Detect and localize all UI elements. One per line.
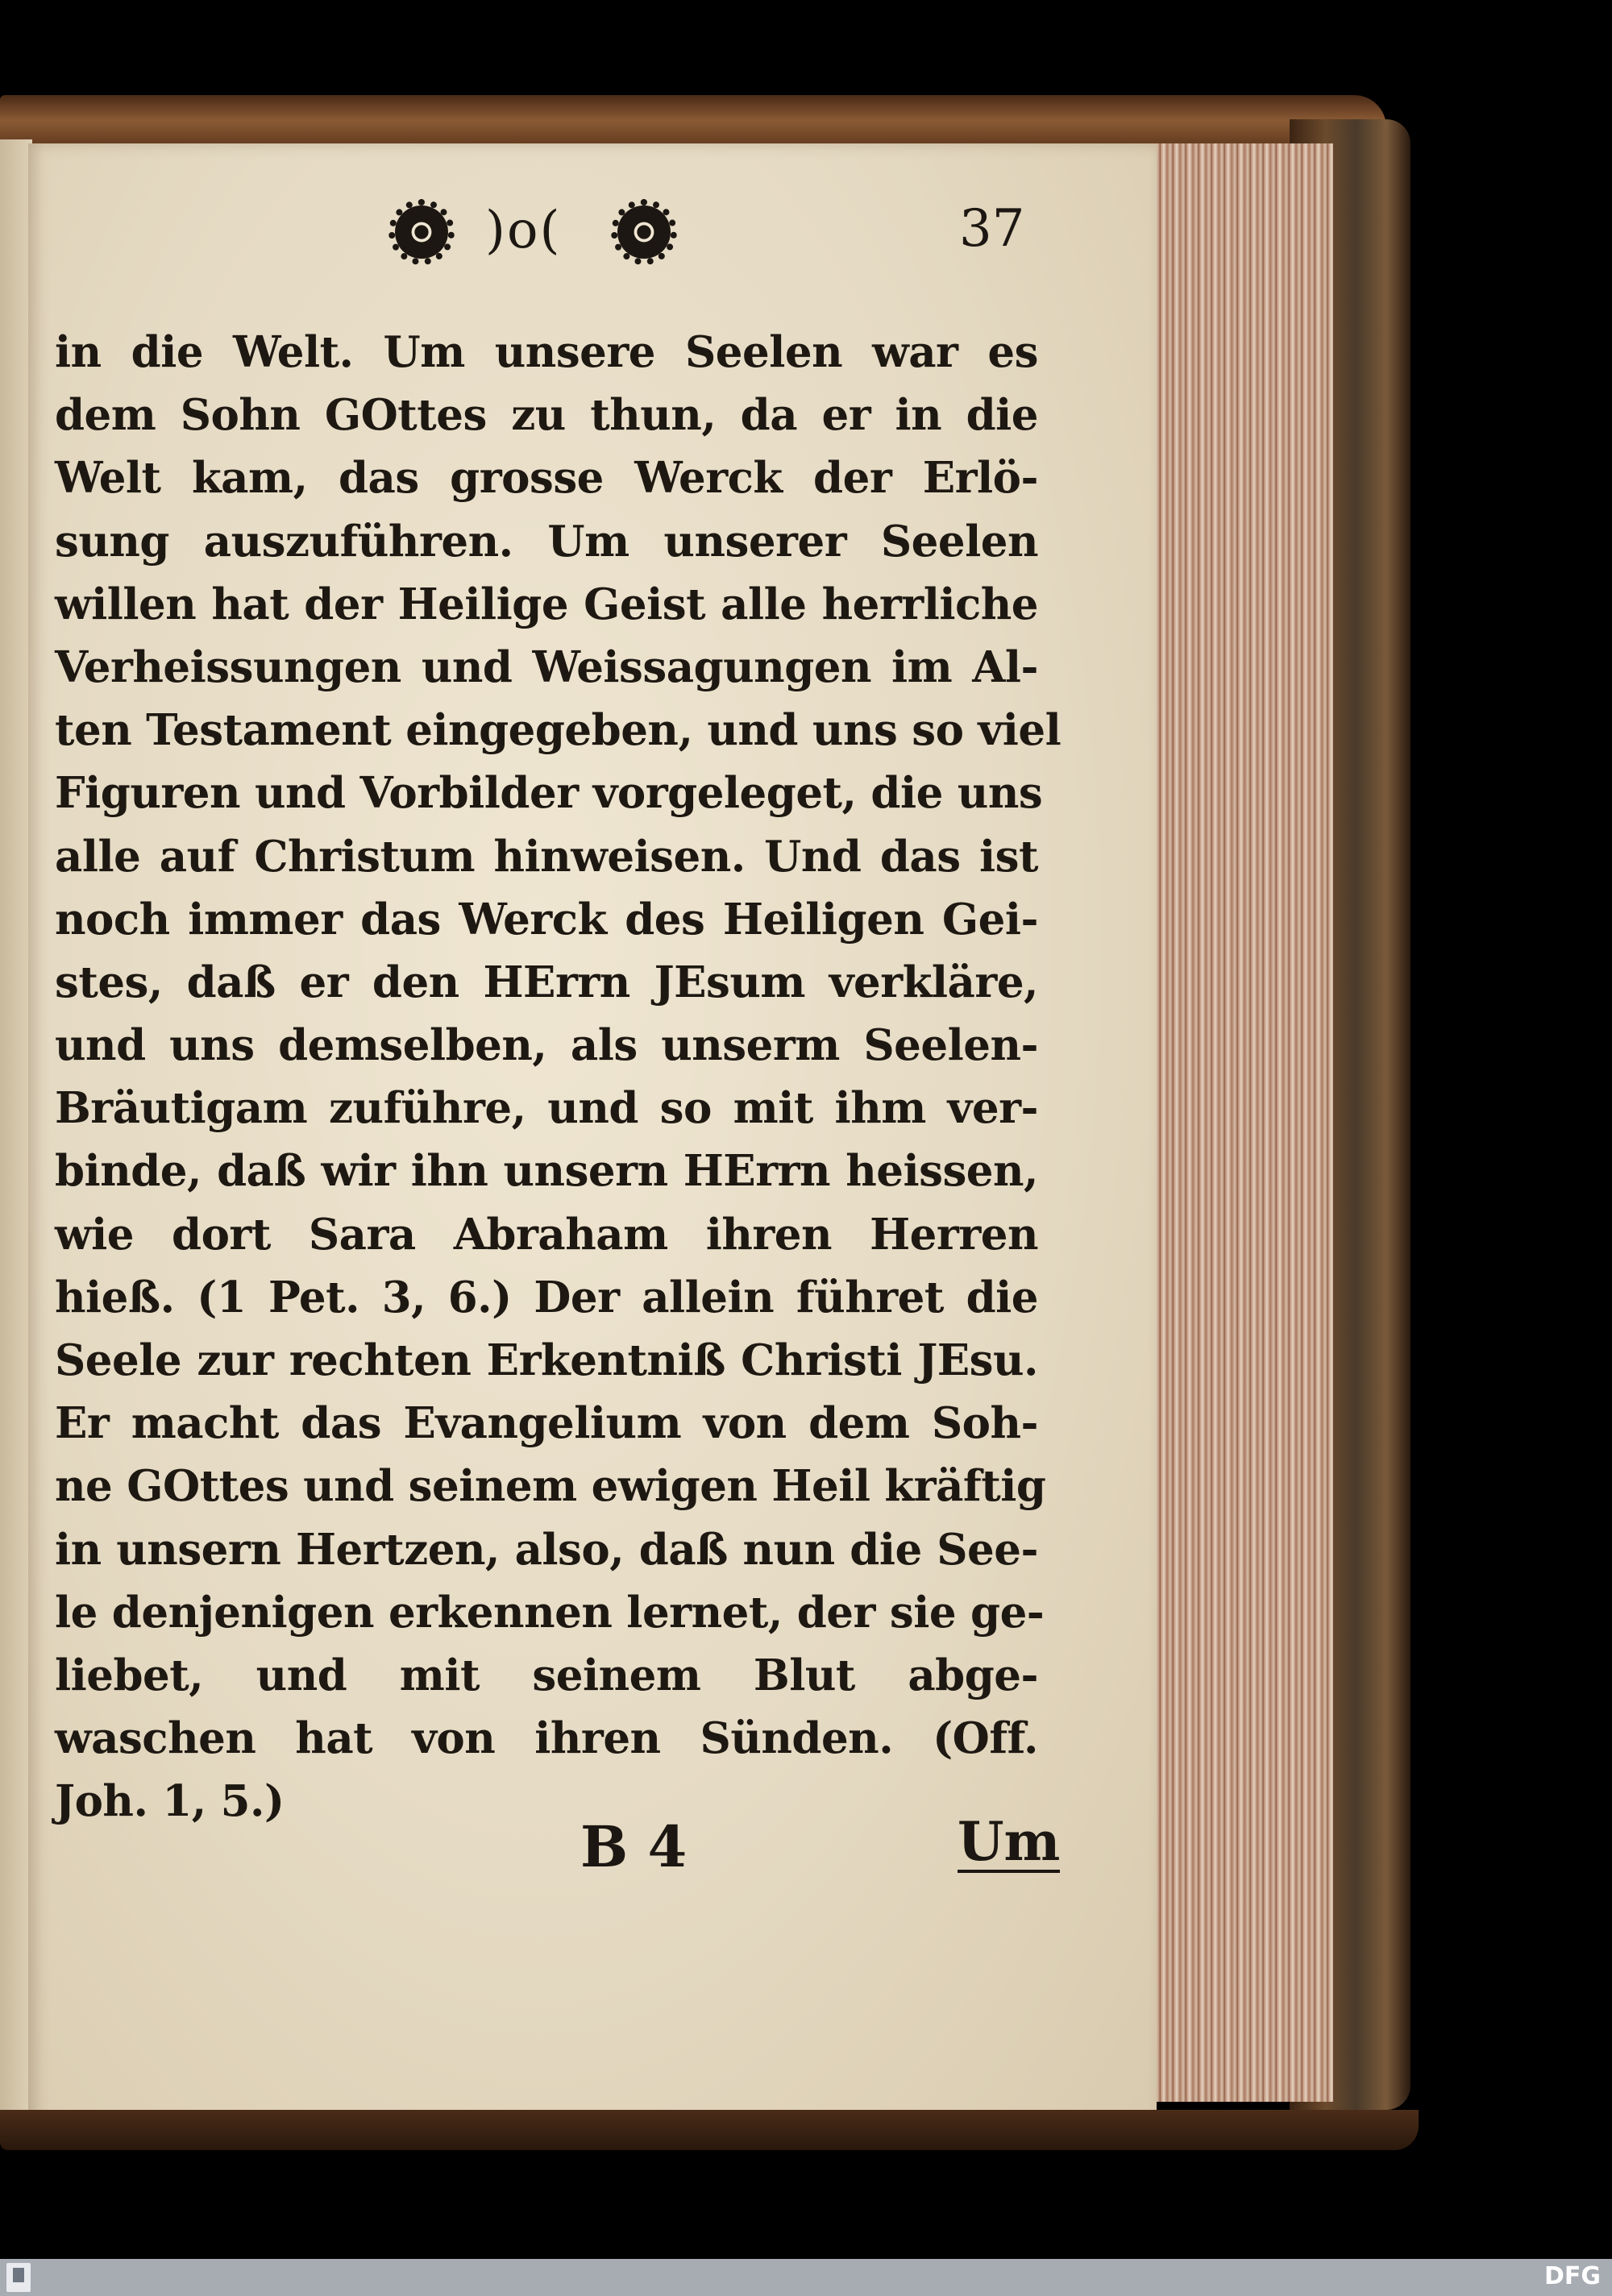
text-line: sung auszuführen. Um unserer Seelen <box>55 516 1038 567</box>
book-cover-bottom <box>0 2110 1419 2150</box>
header-mark: )o( <box>485 201 562 260</box>
dfg-label: DFG <box>1543 2262 1601 2290</box>
text-line: Seele zur rechten Erkentniß Christi JEsu. <box>55 1335 1038 1385</box>
ornament-right-icon <box>617 206 671 259</box>
text-line: alle auf Christum hinweisen. Und das ist <box>55 831 1038 882</box>
library-logo-icon <box>6 2263 31 2292</box>
text-line: in die Welt. Um unsere Seelen war es <box>55 327 1038 377</box>
text-line: Bräutigam zuführe, und so mit ihm ver- <box>55 1083 1038 1134</box>
ornament-left-icon <box>395 206 448 259</box>
text-line: liebet, und mit seinem Blut abge- <box>55 1650 1038 1700</box>
left-page-edge <box>0 139 32 2122</box>
page-number: 37 <box>959 199 1025 259</box>
text-line: ten Testament eingegeben, und uns so viel <box>55 705 1062 756</box>
text-line: willen hat der Heilige Geist alle herrliche <box>55 579 1038 629</box>
footer-bar <box>0 2259 1612 2296</box>
text-line: waschen hat von ihren Sünden. (Off. <box>55 1713 1038 1764</box>
text-line: in unsern Hertzen, also, daß nun die See- <box>55 1524 1038 1575</box>
text-line: hieß. (1 Pet. 3, 6.) Der allein führet die <box>55 1272 1038 1322</box>
signature-mark: B 4 <box>580 1813 688 1880</box>
text-line: wie dort Sara Abraham ihren Herren <box>55 1209 1038 1260</box>
catchword: Um <box>958 1810 1061 1873</box>
text-line: le denjenigen erkennen lernet, der sie ge- <box>55 1587 1045 1638</box>
text-line: binde, daß wir ihn unsern HErrn heissen, <box>55 1146 1038 1197</box>
text-line: Verheissungen und Weissagungen im Al- <box>55 641 1038 692</box>
text-line: Joh. 1, 5.) <box>55 1776 285 1827</box>
text-line: stes, daß er den HErrn JEsum verkläre, <box>55 957 1038 1007</box>
text-line: Figuren und Vorbilder vorgeleget, die uns <box>55 768 1043 819</box>
text-line: ne GOttes und seinem ewigen Heil kräftig <box>55 1461 1046 1512</box>
text-line: Er macht das Evangelium von dem Soh- <box>55 1398 1038 1449</box>
body-text <box>55 321 1062 1833</box>
page-header <box>395 199 1025 270</box>
text-line: und uns demselben, als unserm Seelen- <box>55 1020 1038 1071</box>
page-edges <box>1145 143 1333 2102</box>
text-line: Welt kam, das grosse Werck der Erlö- <box>55 453 1038 504</box>
text-line: noch immer das Werck des Heiligen Gei- <box>55 894 1038 945</box>
text-line: dem Sohn GOttes zu thun, da er in die <box>55 390 1038 441</box>
